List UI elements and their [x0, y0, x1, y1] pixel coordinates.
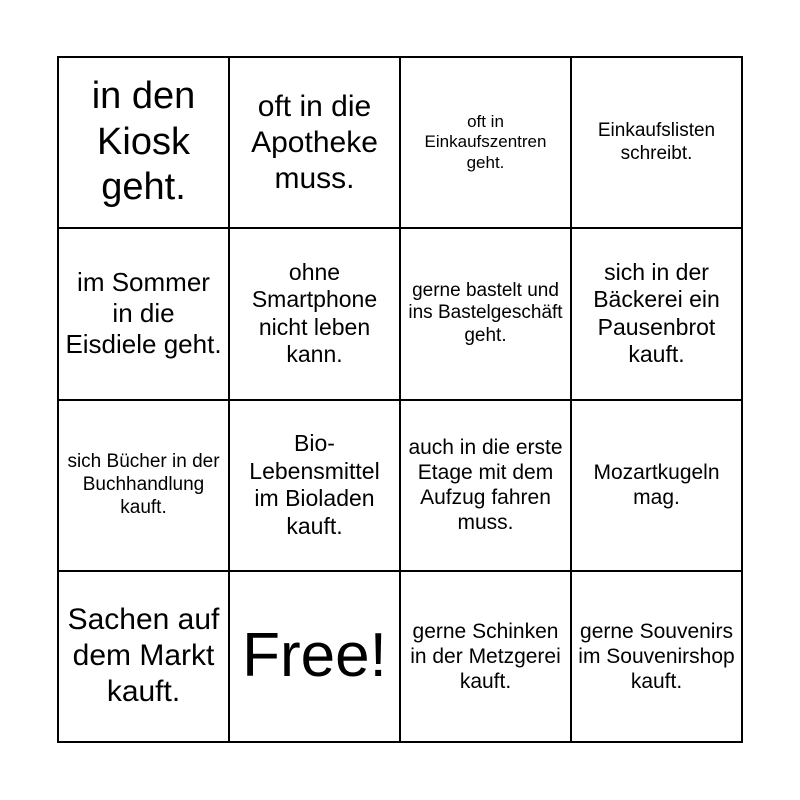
bingo-cell: oft in die Apotheke muss. — [229, 57, 400, 228]
bingo-cell: im Sommer in die Eisdiele geht. — [58, 228, 229, 399]
bingo-row — [58, 571, 742, 742]
bingo-cell: sich in der Bäckerei ein Pausenbrot kauft. — [571, 228, 742, 399]
bingo-cell: Bio-Lebensmittel im Bioladen kauft. — [229, 400, 400, 571]
bingo-cell: sich Bücher in der Buchhandlung kauft. — [58, 400, 229, 571]
bingo-cell: oft in Einkaufszentren geht. — [400, 57, 571, 228]
bingo-cell: Einkaufslisten schreibt. — [571, 57, 742, 228]
bingo-cell: Sachen auf dem Markt kauft. — [58, 571, 229, 742]
bingo-cell: in den Kiosk geht. — [58, 57, 229, 228]
bingo-row — [58, 57, 742, 228]
free-space-cell: Free! — [229, 571, 400, 742]
bingo-cell: gerne bastelt und ins Bastelgeschäft geht. — [400, 228, 571, 399]
bingo-cell: ohne Smartphone nicht leben kann. — [229, 228, 400, 399]
bingo-cell: gerne Souvenirs im Souvenirshop kauft. — [571, 571, 742, 742]
bingo-row — [58, 400, 742, 571]
bingo-grid — [57, 56, 743, 743]
bingo-row — [58, 228, 742, 399]
bingo-cell: auch in die erste Etage mit dem Aufzug fahren muss. — [400, 400, 571, 571]
bingo-cell: Mozartkugeln mag. — [571, 400, 742, 571]
bingo-cell: gerne Schinken in der Metzgerei kauft. — [400, 571, 571, 742]
